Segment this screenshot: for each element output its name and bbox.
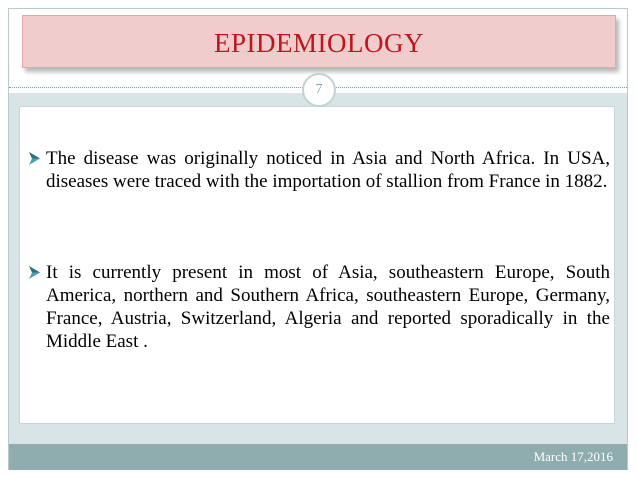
title-banner xyxy=(22,15,616,68)
bullet-text: The disease was originally noticed in Asia and North Africa. In USA, diseases were traced with the importation of stallion from France in 1882. xyxy=(46,148,610,192)
page-number: 7 xyxy=(315,82,323,97)
slide-title: EPIDEMIOLOGY xyxy=(214,28,424,58)
arrowhead-bullet-icon xyxy=(28,149,43,167)
footer-bar xyxy=(9,444,627,470)
bullet-text: It is currently present in most of Asia, southeastern Europe, South America, northern and Southern Africa, southeastern Europe, Germany, France, Austria, Switzerland, Algeria and reported sporadically in the Middle East . xyxy=(46,262,610,352)
arrowhead-bullet-icon xyxy=(28,263,43,281)
page-number-badge xyxy=(302,73,336,107)
content-panel xyxy=(19,106,615,424)
slide-date: March 17,2016 xyxy=(533,449,613,464)
bullet-item xyxy=(28,261,610,353)
bullet-item xyxy=(28,147,610,193)
